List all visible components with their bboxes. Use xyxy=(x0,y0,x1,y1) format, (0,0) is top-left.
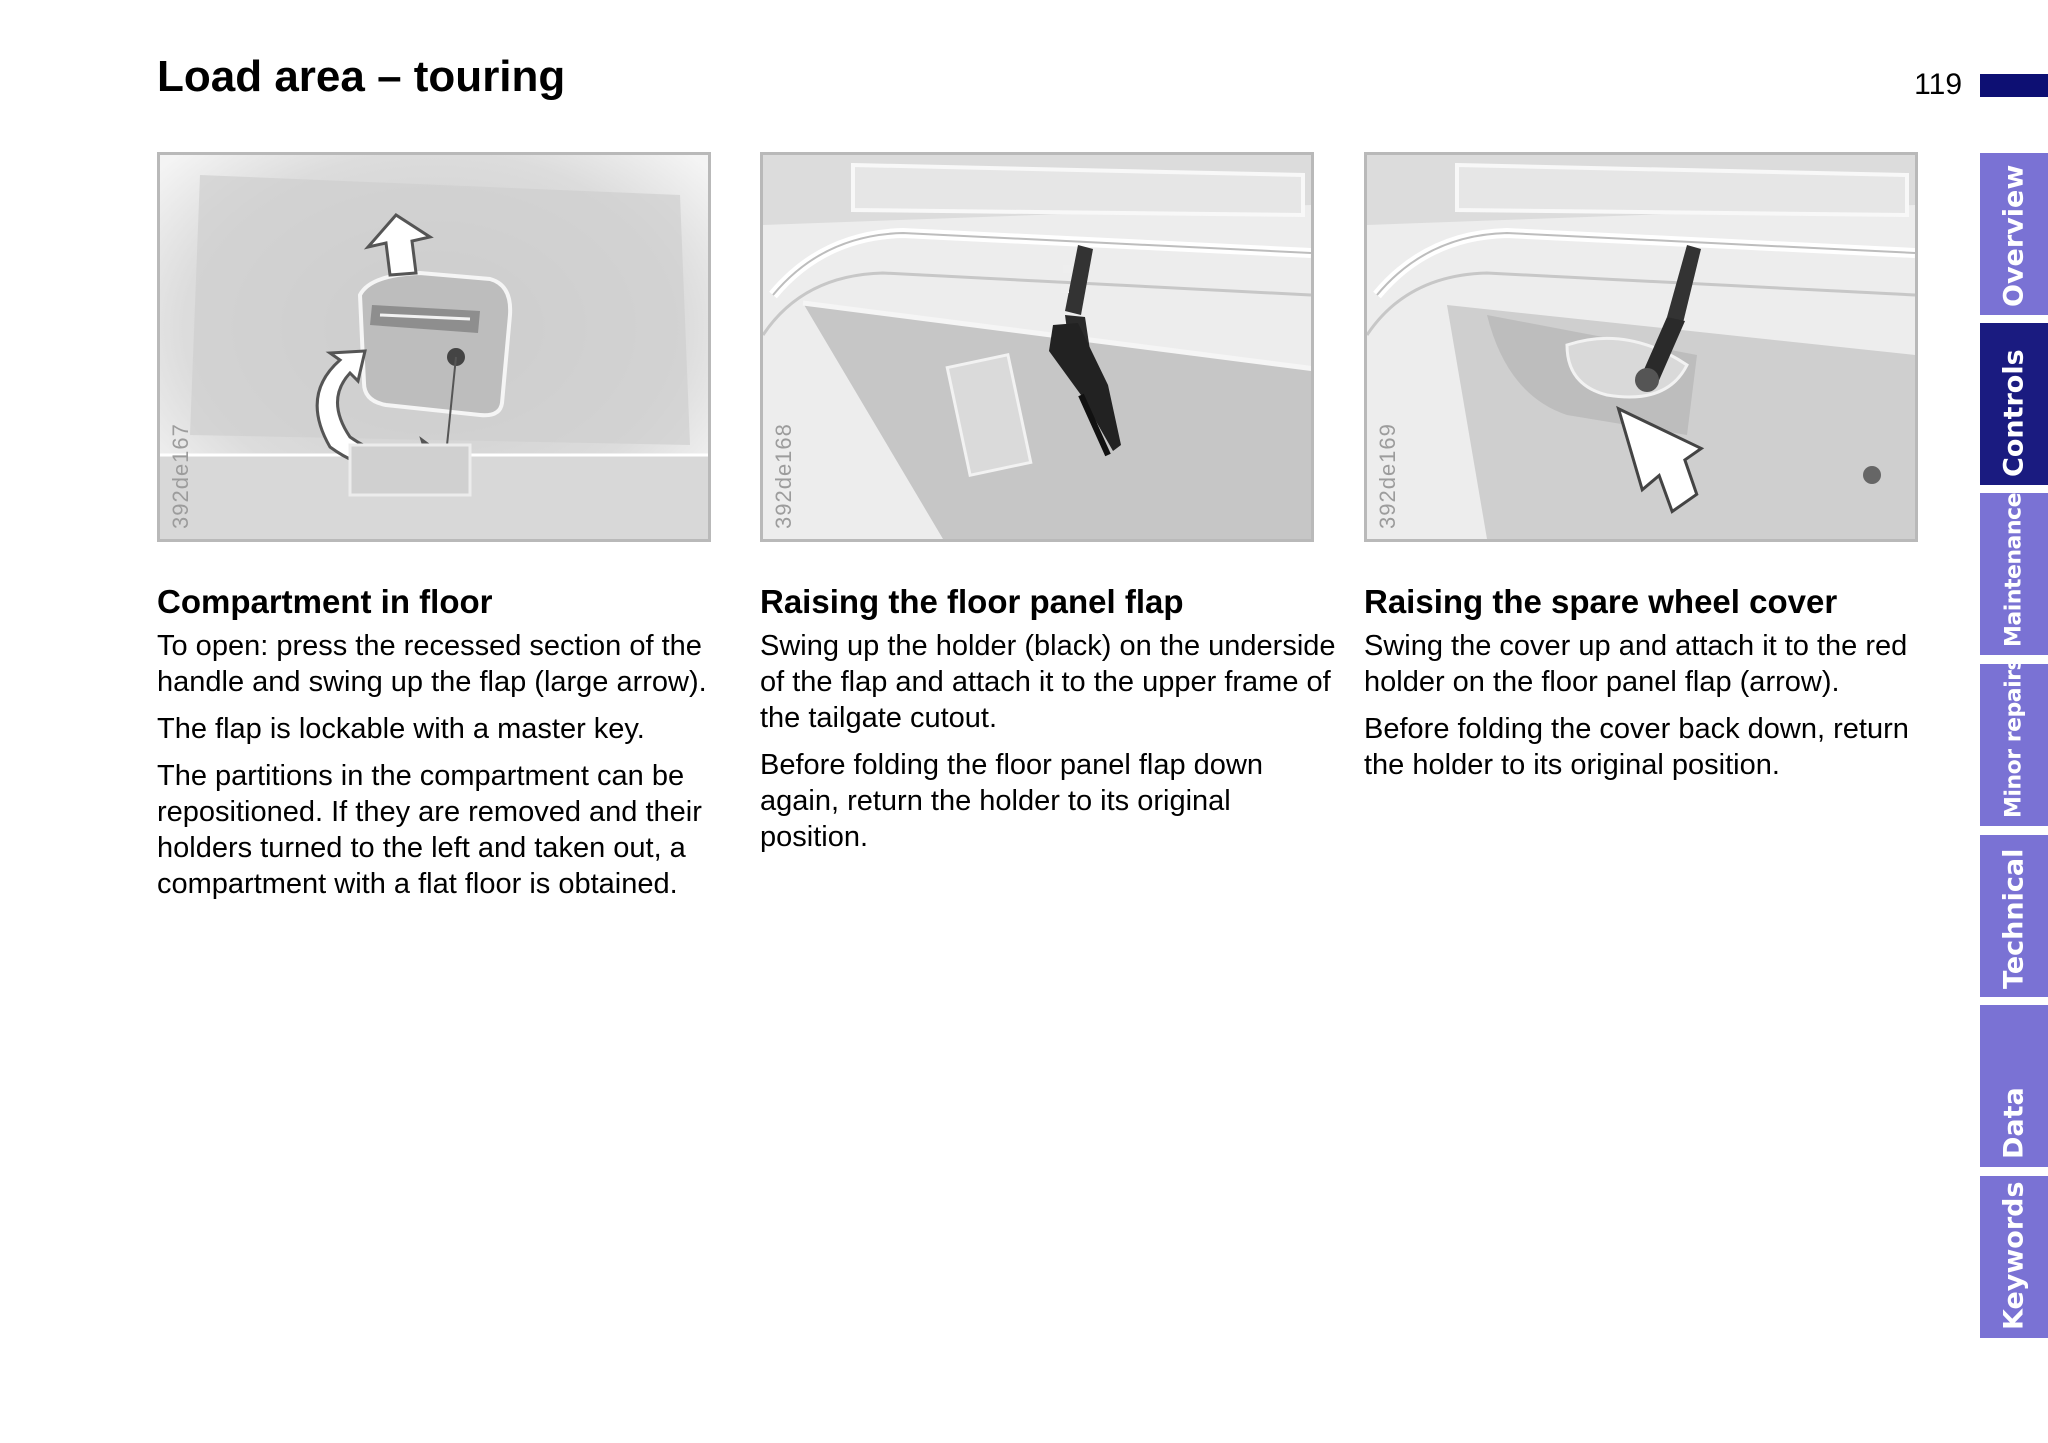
section-spare-wheel-cover xyxy=(1364,582,1944,794)
section-paragraph: To open: press the recessed section of the handle and swing up the flap (large arrow). xyxy=(157,630,707,698)
section-paragraph: Before folding the floor panel flap down again, return the holder to its original position. xyxy=(760,749,1264,853)
section-paragraph: Before folding the cover back down, return the holder to its original position. xyxy=(1364,713,1909,781)
tab-label: Overview xyxy=(1998,164,2030,307)
spare-wheel-cover-illustration xyxy=(1367,155,1915,539)
section-heading: Compartment in floor xyxy=(157,583,493,620)
section-compartment-in-floor xyxy=(157,582,737,913)
figure-code: 392de169 xyxy=(1375,423,1400,529)
tab-label: Maintenance xyxy=(2001,492,2027,647)
floor-panel-flap-illustration xyxy=(763,155,1311,539)
tab-controls[interactable] xyxy=(1980,323,2048,485)
tab-label: Technical xyxy=(1998,848,2030,989)
tab-minor-repairs[interactable] xyxy=(1980,657,2048,826)
section-paragraph: The partitions in the compartment can be repositioned. If they are removed and their holders turned to the left and taken out, a compartment with a flat floor is obtained. xyxy=(157,760,702,900)
section-floor-panel-flap xyxy=(760,582,1340,866)
tab-label: Keywords xyxy=(1998,1181,2030,1330)
tab-overview[interactable] xyxy=(1980,153,2048,315)
section-heading: Raising the spare wheel cover xyxy=(1364,583,1838,620)
page-number: 119 xyxy=(1914,68,1962,101)
tab-technical[interactable] xyxy=(1980,835,2048,997)
section-paragraph: Swing up the holder (black) on the underside of the flap and attach it to the upper frame of the tailgate cutout. xyxy=(760,630,1336,734)
figure-code: 392de167 xyxy=(168,423,193,529)
figure-code: 392de168 xyxy=(771,423,796,529)
section-heading: Raising the floor panel flap xyxy=(760,583,1184,620)
page-marker-bar xyxy=(1980,74,2048,97)
tab-label: Data xyxy=(1998,1087,2030,1159)
page-title: Load area – touring xyxy=(157,52,566,101)
section-paragraph: Swing the cover up and attach it to the red holder on the floor panel flap (arrow). xyxy=(1364,630,1908,698)
tab-label: Minor repairs xyxy=(2001,657,2027,818)
figure-spare-wheel-cover xyxy=(1364,152,1918,542)
figure-compartment-in-floor xyxy=(157,152,711,542)
tab-label: Controls xyxy=(1998,349,2030,477)
section-paragraph: The flap is lockable with a master key. xyxy=(157,713,645,745)
tab-keywords[interactable] xyxy=(1980,1176,2048,1338)
tab-maintenance[interactable] xyxy=(1980,493,2048,655)
tab-data[interactable] xyxy=(1980,1005,2048,1167)
compartment-illustration xyxy=(160,155,708,539)
figure-floor-panel-flap xyxy=(760,152,1314,542)
